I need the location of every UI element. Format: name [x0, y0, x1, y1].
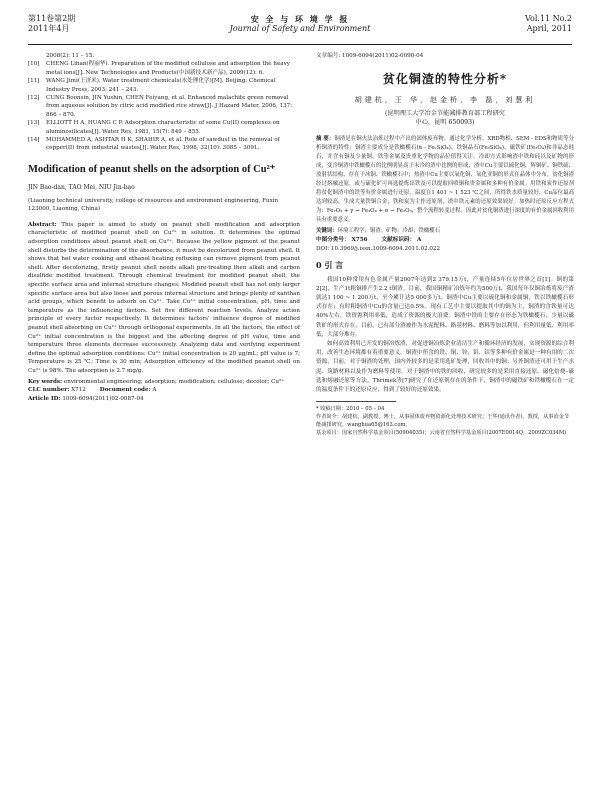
doc-code-field — [100, 386, 157, 395]
clc-value: X712 — [71, 387, 86, 394]
ref-text: 2008(2): 11 – 15. — [46, 53, 95, 59]
reference-item — [28, 60, 300, 77]
header-volume-number: Vol.11 No.2 — [525, 14, 572, 23]
abstract-label: 摘 要： — [316, 136, 335, 142]
footnote: * 收稿日期：2010 – 05 – 04 — [316, 406, 385, 413]
reference-item — [28, 136, 300, 153]
ref-text: WANG Jimi(王济米). Water treatment chemicals(水处理化学)[M]. Beijing: Chemical Industry Press, 2003: 241 – 243. — [46, 78, 276, 93]
header-journal — [28, 14, 572, 34]
doi: DOI: 10.3969/j.issn.1009-6094.2011.02.022 — [316, 245, 441, 252]
article-id-value: 1009-6094(2011)02-0087-04 — [62, 395, 144, 402]
chinese-authors: 胡建杭，王 华，赵金桥，李 磊，刘慧利 — [354, 96, 536, 104]
ref-number: [11] — [28, 78, 40, 85]
reference-list — [28, 52, 300, 153]
keywords-label: 关键词： — [316, 228, 338, 234]
chinese-affiliation — [316, 109, 574, 127]
reference-item — [28, 77, 300, 94]
clc-field — [28, 386, 86, 395]
header-volume: 第11卷第2期 — [28, 14, 76, 23]
english-keywords — [28, 378, 300, 387]
ref-text: CHENG Lihan(程丽华). Preparation of the modified cellulose and adsorption the heavy metal ions[J]. New Technologies and Products(中国新技术新产品), 2009(12): 6. — [46, 61, 290, 76]
footnote: 作者简介：胡建杭，副教授，博士，从事固体废弃物资源化处理技术研究；王华(通讯作者)，教授，从事冶金节能减排研究，wanghua65@163.com。 — [316, 414, 570, 429]
journal-name-cn: 安 全 与 环 境 学 报 — [250, 14, 350, 24]
doc-code-label: Document code: — [99, 387, 151, 394]
keywords-label: Key words: — [28, 378, 63, 385]
ref-number: [13] — [28, 120, 40, 127]
reference-item — [28, 119, 300, 136]
affiliation-line: 中心，昆明 650093) — [415, 119, 475, 126]
footnote: 基金项目：国家自然科学基金项目(50904035)；云南省自然科学基金项目(2007E0014Q，2009ZC034M) — [316, 430, 567, 437]
header-date: 2011年4月 — [28, 24, 70, 33]
clc-field: 中图分类号： X756 — [316, 237, 368, 243]
ref-number: [12] — [28, 95, 40, 102]
ref-number: [10] — [28, 61, 40, 68]
chinese-keywords — [316, 227, 574, 236]
affiliation-line: (昆明理工大学冶金节能减排教育部工程研究 — [385, 110, 505, 117]
right-column — [316, 52, 574, 437]
ref-text: MOHAMMED A, ASHTAR H K, SHAHIR A, et al. Role of sawdust in the removal of copper(II) from industrial wastes[J]. Water Res, 1998, 32(10): 3085 – 3091. — [46, 137, 280, 152]
reference-item — [28, 52, 300, 60]
ref-number — [28, 52, 46, 60]
ref-text: CUNG Boonsin, JIN Yushin, CHEN Feiyang, et al. Enhanced malachite green removal from aqueous solution by citric acid modified rice straw[J]. J Hazard Mater, 2006, 137: 866 – 870. — [46, 95, 293, 118]
ref-number: [14] — [28, 137, 40, 144]
article-id — [28, 395, 300, 404]
body-paragraph: 我国10种常用有色金属产量2007年达到2 379.15万t，产量连续5年位居世界之首[1]。铜的第2[2]，生产1t粗铜排产生2.2 t铜渣。目前，我国铜精矿冶炼年约为500万t，我国每年仅铜冶炼将废产渣就达1 100 ~ 1 200万t，至今累计达5 000多万t。铜渣中Cu主要以硫化铜和金属铜，铁以铁橄榄石形式存在；有时粗铜渣中Cu的含量已达0.5%。现有工艺中主要以提取其中的铜为主，铜渣的含铁量可达40%左右，铁资源利用率低，造成了资源的极大浪费。铜渣中铁的主要存在形态为铁橄榄石，少量以磁铁矿的形式存在，目前，已有部分渣被作为水泥配料、路基材料、磨料等加以利用，但利用量低、利用率低，大部分堆存。 — [316, 276, 574, 338]
header-month: April, 2011 — [526, 24, 572, 33]
journal-name-en: Journal of Safety and Environment — [229, 24, 371, 33]
keywords-text: environmental engineering; adsorption; modification; cellulose; decolor; Cu²⁺ — [63, 378, 285, 385]
classification-row — [28, 386, 300, 395]
doc-code-value: A — [152, 387, 157, 394]
english-authors: JIN Bao-dan, TAO Mei, NIU Jin-bao — [28, 183, 135, 191]
english-abstract — [28, 221, 300, 376]
section-heading: 0 引 言 — [316, 259, 344, 270]
left-column — [28, 52, 300, 403]
clc-label: CLC number: — [28, 387, 70, 394]
english-affiliation: (Liaoning technical university, college of resources and environment engineering, Fuxin 123000, Liaoning, China) — [28, 197, 279, 212]
abstract-text: 铜渣是在铜火法冶炼过程中产出的固体废弃物。通过化学分析、XRD物相、SEM - EDS和物质等分析铜渣的特性：铜渣主要成分是铁橄榄石(α - Fe₂SiO₄)、铁铜晶石(Fe₃SiO₄)、磁铁矿(Fe₃O₄)和非晶态硅石，并含有铜及少量铜，铁等金属及贵重化学物的品位值得关注。冷却方式影响渣中铁和硅以及矿物的形成，变冷铜渣中铁橄榄石的比例明显高于未冷的渣中比例的形成，渣中Cu主要以硫化铜、辉铜矿、铜铁硫、放射状结构、存在于冰铜、铁橄榄石中；热渣中Cu主要以氧化铜、氧化亚铜的形式在晶体中分布。贫化铜渣经过熔融还原，或与硫化矿可再选提炼出铁及可以提取回收铜和贵金属和多种有价金属。用铁和炭作还原剂将贫化铜渣中的铁等有价金属进行还原，温度在1 401 ~ 1 523 ℃之间，所得铁水质量较好，Cu品位最高达到较高，生成大量铁铜合金；铁和炭为主作还原剂，渣中铁元素的还原效果较好。加热时还原反应方程式为：Fe₂O₃ + γ → Fe₃O₄ + α → Fe₂O₃，整个流程转变过程。因此对贫化铜渣进行深度的有价金属回收利用具有重要意义。 — [316, 136, 574, 223]
keywords-text: 环境工程学；铜渣；矿物；冷却；铁橄榄石 — [337, 228, 441, 234]
abstract-text: This paper is aimed to study on peanut shell modification and adsorption characteristic of modified peanut shell on Cu²⁺ in solution. It determines the optimal adsorption conditions about peanut shell on Cu²⁺. Because the yellow pigment of the peanut shell disturbs the determination of the absorbance, it must be decolorized from peanut shell. It shows that hot water cooking and ethanol heating refluxing can remove pigment from peanut shell. After decolorizing, firstly peanut shell needs alkali pre-treating then alkali and carbon disulfide modified treatment. Through chemical treatment for modified peanut shell, the specific surface area and internal structure changes. Modified peanut shell has not only larger specific surface area but also loose and porous internal structure and brings plenty of xanthan acid groups, which benefit to adsorb on Cu²⁺. Take Cu²⁺ initial concentration, pH, time and temperature as the influencing factors. Set five different reaction levels. Analyze action principle of every factor respectively. It determines factors' influence degree of modified peanut shell absorbing on Cu²⁺ through orthogonal experiments. In all the factors, the effect of Cu²⁺ initial concentration is the biggest and the affecting degree of pH value, time and temperature three elements decrease successively. Analyzing data and verifying experiment define the optimal adsorption conditions: Cu²⁺ initial concentration is 20 μg/mL; pH value is 7; Temperature is 25 ℃; Time is 30 min; Adsorption efficiency of the modified peanut shell on Cu²⁺ is 98%. The adsorption is 2.7 mg/g. — [28, 221, 300, 374]
doc-code-field: 文献标识码： A — [381, 237, 422, 243]
english-article-title: Modification of peanut shells on the adsorption of Cu²⁺ — [28, 163, 276, 175]
chinese-article-title: 贫化铜渣的特性分析* — [382, 72, 508, 86]
abstract-label: Abstract: — [28, 221, 57, 228]
header-volume-en — [525, 14, 572, 34]
chinese-abstract — [316, 135, 574, 225]
classification-row — [316, 236, 574, 245]
reference-item — [28, 94, 300, 119]
running-header — [28, 14, 572, 45]
article-id-label: Article ID: — [28, 395, 61, 402]
footnote-divider — [316, 401, 396, 402]
ref-text: ELLIOTT H A, HUANG C P. Adsorption characteristic of some Cu(II) complexes on aluminosilicates[J]. Water Res, 1981, 15(7): 849 – 855. — [46, 120, 280, 135]
body-paragraph: 如何高效利用已开发的铜冶炼渣，对促进铜冶炼企业清洁生产和循环经济的发展，实现资源的综合利用，改善生态环境都有着重要意义。铜渣中所含的铁、铜、锌、铅、钴等多种有价金属是一种有用的二次资源，目前，对于铜渣的处理，国内外较多的是采用选矿处理，回收其中的铜；另外铜渣还可用于生产水泥、筑路材料以及作为磨料等使用。对于铜渣中的铁的回收，研究较多的是采用直接还原、磁化焙烧–磁选和熔融还原等方法。Thrimek等[7]研究了在还原剂存在的条件下，铜渣中的磁铁矿和铁橄榄石在一定的温度条件下的还原反应，得到了较好的还原效果。 — [316, 341, 574, 394]
article-number: 文章编号: 1009-6094(2011)02-0090-04 — [316, 53, 424, 59]
